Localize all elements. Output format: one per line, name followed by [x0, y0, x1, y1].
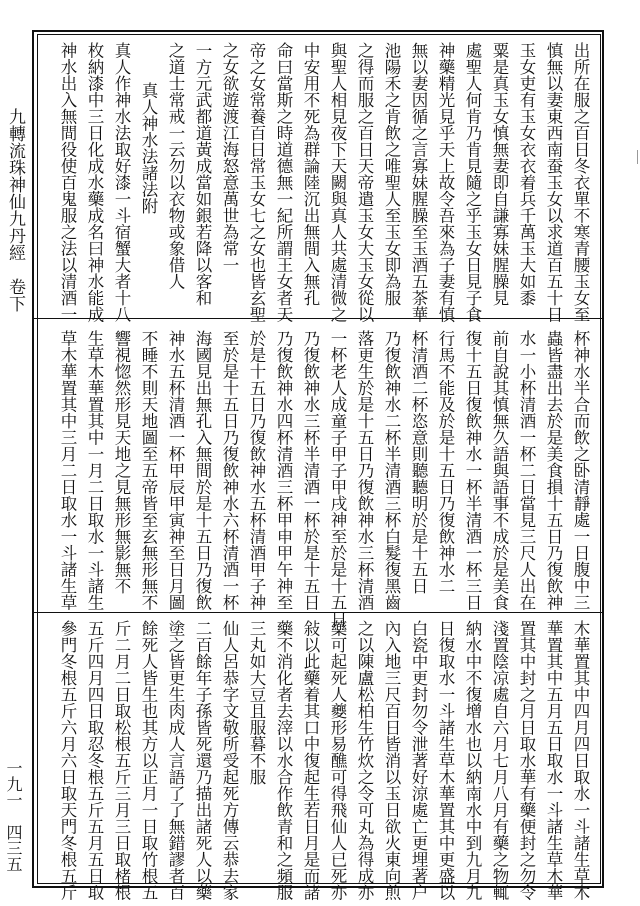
text-column: 慎無以妻東西南蚕玉女以求道百五十日	[544, 42, 563, 323]
text-column: 杯神水半合而飲之卧清靜處一日腹中三	[571, 330, 590, 611]
text-column: 敍以此藥着其口中復起生若日月是而諸	[301, 620, 320, 901]
text-column: 至於是十五日乃復飲神水六杯清酒一杯	[220, 330, 239, 611]
text-column: 內入地三尺百日皆消以玉日欲火東向煎	[382, 620, 401, 901]
text-column: 不睡不則天地圖至五帝皆至玄無形無不	[139, 330, 158, 611]
text-column: 三丸如大豆且服暮不服	[247, 620, 266, 785]
text-column: 粟是真玉女慎無妻即自謙寡妹腥臊見	[490, 42, 509, 306]
text-column: 白瓷中更封勿令泄著好涼處亡更埋著户	[409, 620, 428, 901]
text-column: 水一小杯清酒一杯二日當見三尺人出在	[517, 330, 536, 611]
text-column: 真人作神水法取好漆一斗宿蟹大者十八	[112, 42, 131, 323]
text-column: 神水五杯清酒一杯甲辰甲寅神至日月圖	[166, 330, 185, 611]
text-column: 木華置其中四月四日取水一斗諸生草木	[571, 620, 590, 901]
text-band-upper	[38, 42, 598, 323]
text-column: 之女欲遊渡江海怒意萬世為常一	[220, 42, 239, 273]
text-column: 乃復飲神水三杯半清酒一杯於是十五日	[301, 330, 320, 611]
text-column: 枚納漆中三日化成水藥成名曰神水能成	[85, 42, 104, 323]
text-column: 響視惚然形見天地之見無形無影無不	[112, 330, 131, 594]
text-column: 斤二月二日取松根五斤三月三日取楮根	[112, 620, 131, 901]
text-column: 仙人呂恭字文敬所受起死方傳云恭去家	[220, 620, 239, 901]
text-column: 一杯老人成童子甲子甲戌神至於是十五日	[328, 330, 347, 627]
text-column: 淺置陰凉處自六月七月八月有藥之物輒	[490, 620, 509, 901]
text-column: 出所在服之百日冬衣單不寒青腰玉女至	[571, 42, 590, 323]
text-column: 杯清酒二杯恣意則聽聽明於是十五日	[409, 330, 428, 594]
text-column: 神水出入無間役使百鬼服之法以清酒一	[58, 42, 77, 323]
text-column: 蟲皆盡出去於是美食損十五日乃復飲神	[544, 330, 563, 611]
text-column: 二百餘年子孫皆死還乃描出諸死人以藥	[193, 620, 212, 901]
text-column: 與聖人相見夜下天闕與真人共處清微之	[328, 42, 347, 323]
text-column: 乃復飲神水四杯清酒三杯甲申甲午神至	[274, 330, 293, 611]
text-column: 池陽禾之肯飲之唯聖人至玉女即為服	[382, 42, 401, 306]
section-heading: 真人神水法諸法附	[139, 82, 158, 214]
text-column: 帝之女常養百日常玉女七之女也皆玄聖	[247, 42, 266, 323]
text-column: 無以妻因循之言寡妹腥臊至玉酒五茶華	[409, 42, 428, 323]
text-column: 納水中不復增水也以納南水中到九月九	[463, 620, 482, 901]
margin-book-title: 九轉流珠神仙九丹經 卷下	[5, 108, 25, 312]
text-column: 神藥精光見乎天上故令吾來為子妻有慎	[436, 42, 455, 323]
text-column: 藥不消化者去滓以水合作飲青和之頻服	[274, 620, 293, 901]
text-column: 華置其中五月五日取水一斗諸生草木華	[544, 620, 563, 901]
text-column: 生草木華置其中一月二日取水一斗諸生	[85, 330, 104, 611]
text-column: 命曰當斯之時道德無一紀所謂王女者天	[274, 42, 293, 323]
text-column: 前自說其慎無久語與語事不成於是美食	[490, 330, 509, 611]
text-column: 日復取水一斗諸生草木華置其中更盛以	[436, 620, 455, 901]
text-column: 於是十五日乃復飲神水五杯清酒甲子神	[247, 330, 266, 611]
margin-tick-mark	[633, 150, 638, 164]
text-column: 乃復飲神水二杯半清酒三杯白髮復黑齒	[382, 330, 401, 611]
text-column: 之得而服之百日天帝遣玉女大玉女從以	[355, 42, 374, 323]
text-column: 餘死人皆生也其方以正月一日取竹根五	[139, 620, 158, 901]
text-column: 五斤四月四日取忍冬根五斤五月五日取	[85, 620, 104, 901]
text-column: 置其中封之月日取水華有藥便封之勿令	[517, 620, 536, 901]
text-column: 之道士常戒一云勿以衣物或象借人	[166, 42, 185, 290]
text-column: 藥可起死人夔形易醮可得飛仙人已死亦	[328, 620, 347, 901]
text-band-lower	[38, 620, 598, 901]
text-column: 塗之皆更生肉成人言語了了無錯謬者百	[166, 620, 185, 901]
margin-page-number: 一九一 四三五	[4, 760, 23, 872]
text-column: 落更生於是十五日乃復飲神水三杯清酒	[355, 330, 374, 611]
text-column: 復十五日復飲神水一杯半清酒一杯三日	[463, 330, 482, 611]
text-column: 參門冬根五斤六月六日取天門冬根五斤	[58, 620, 77, 901]
text-column: 行馬不能及於是十五日乃復飲神水二	[436, 330, 455, 594]
text-column: 海國見出無孔入無間於是十五日乃復飲	[193, 330, 212, 611]
text-column: 一方元武都道黃成當如銀若降以客和	[193, 42, 212, 306]
band-divider-2	[33, 612, 603, 613]
text-column: 玉女吏有玉女衣衣着兵千萬玉大如黍	[517, 42, 536, 306]
text-column: 之以陳盧松柏生竹炊之令可丸為得成亦	[355, 620, 374, 901]
text-band-middle	[38, 330, 598, 627]
text-column: 處聖人何肯乃肯見隨之乎玉女日見子食	[463, 42, 482, 323]
text-column: 中安用不死為群論陸沉出無間入無孔	[301, 42, 320, 306]
text-column: 草木華置其中三月二日取水一斗諸生草	[58, 330, 77, 611]
